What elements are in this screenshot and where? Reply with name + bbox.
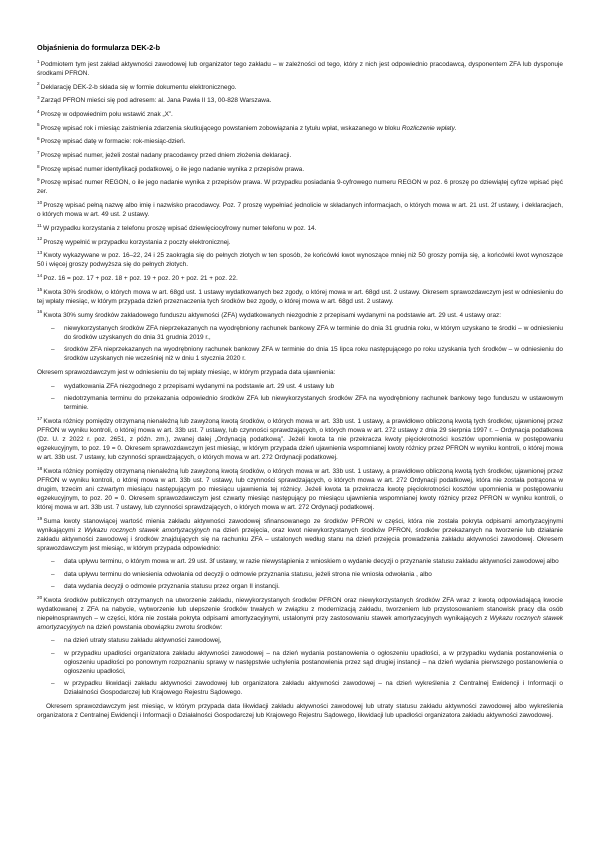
footnote-20 [37,596,563,632]
footnote-marker: 17 [37,415,43,421]
footnote-text: Kwota środków publicznych otrzymanych na utworzenie zakładu, niewykorzystanych środków PFRON oraz niewykorzystanych środków ZFA wraz z kwotą odpowiadającą kwocie wydatkowanej z ZFA na nabycie, wytworzenie lub ulepszenie środków trwałych w związku z modernizacją zakładu, tworzeniem lub przystosowaniem stanowisk pracy dla osób niepełnosprawnych – w części, która nie została pokryta odpisami amortyzacyjnymi, ustalonymi przy zastosowaniu stawek amortyzacyjnych wynikających z [37,596,563,622]
footnote-text: Proszę wpisać datę w formacie: rok-miesiąc-dzień. [40,138,186,146]
list-item-text: w przypadku upadłości organizatora zakładu aktywności zawodowej – na dzień wydania postanowienia o ogłoszeniu upadłości, a w przypadku wydania postanowienia o ogłoszeniu upadłości po ponownym rozpoznaniu sprawy w następstwie uchylenia postanowienia przez sąd drugiej instancji – na dzień wydania pierwszego postanowienia o ogłoszeniu upadłości, [64,649,563,675]
footnote-text-tail: na dzień przejęcia, oraz kwot niewykorzystanych środków PFRON, środków przekazanych na tworzenie lub działanie zakładu aktywności zawodowej i środków znajdujących się na rachunku ZFA – ustalonych według stanu na dzień przejęcia prowadzenia zakładu aktywności zawodowej. Okresem sprawozdawczym jest miesiąc, w którym przypada odpowiednio: [37,526,564,553]
footnote-text-tail: . [454,124,457,132]
footnote-text: Proszę wpisać numer REGON, o ile jego nadanie wynika z przepisów prawa. W przypadku posiadania 9-cyfrowego numeru REGON w poz. 6 proszę po dziewiątej cyfrze wpisać pięć zer. [37,179,563,196]
list-item-text: w przypadku likwidacji zakładu aktywności zawodowej lub organizatora zakładu aktywności zawodowej – na dzień wykreślenia z Centralnej Ewidencji i Informacji o Działalności Gospodarczej lub Krajowego Rejestru Sądowego. [64,679,563,697]
footnote-marker: 18 [37,465,43,471]
footnote-1 [37,60,563,78]
footnote-15 [37,288,563,306]
footnote-12 [37,238,563,247]
list-item [37,345,563,363]
footnote-text: Proszę wpisać numer, jeżeli został nadany pracodawcy przed dniem złożenia deklaracji. [40,151,292,159]
footnote-16 [37,311,563,320]
footnote-text-tail: na dzień powstania obowiązku zwrotu środków: [84,623,223,631]
dash-bullet-icon: – [51,679,55,687]
footnote-text: Deklarację DEK-2-b składa się w formie dokumentu elektronicznego. [40,83,237,91]
footnote-8 [37,165,563,174]
list-item [37,557,563,566]
footnote-marker: 5 [37,122,40,128]
list-item [37,382,563,391]
footnote-11 [37,224,563,233]
footnote-marker: 20 [37,594,43,600]
footnote-text: Proszę wpisać pełną nazwę albo imię i nazwisko pracodawcy. Poz. 7 proszę wypełniać jednolicie w składanych informacjach, o których mowa w art. 21 ust. 2f ustawy, i deklaracjach, o których mowa w art. 49 ust. 2 ustawy. [37,202,563,219]
footnote-marker: 8 [37,163,40,169]
footnote-3 [37,96,563,105]
list-item [37,582,563,591]
list-item [37,570,563,579]
footnote-text: W przypadku korzystania z telefonu proszę wpisać dziewięciocyfrowy numer telefonu w poz. 14. [43,224,317,232]
dash-bullet-icon: – [51,394,55,402]
footnote-marker: 1 [37,58,40,64]
footnote-20-bullet-list [37,636,563,697]
footnote-marker: 4 [37,108,40,114]
footnote-text: Kwota różnicy pomiędzy otrzymaną nienależną lub zawyżoną kwotą środków, o których mowa w art. 33b ust. 1 ustawy, a prawidłowo obliczoną kwotą tych środków, ujawnionej przez PFRON w wyniku kontroli, o której mowa w art. 33b ust. 7 ustawy, lub czynności sprawdzających, o których mowa w art. 272 ustawy z dnia 29 sierpnia 1997 r. – Ordynacja podatkowa (Dz. U. z 2022 r. poz. 2651, z późn. zm.), zwanej dalej „Ordynacją podatkową”. Jeżeli kwota ta nie przekracza kwoty pięciokrotności kosztów upomnienia w postępowaniu egzekucyjnym, to poz. 19 = 0. Okresem sprawozdawczym jest miesiąc, w którym przypada dzień ujawnienia wspomnianej kwoty różnicy przez PFRON w wyniku kontroli, o której mowa w art. 33b ust. 7 ustawy, lub czynności sprawdzających, o których mowa w art. 272 Ordynacji podatkowej. [37,417,563,462]
list-item [37,324,563,342]
footnote-marker: 19 [37,515,43,521]
footnote-text: Proszę wpisać rok i miesiąc zaistnienia zdarzenia skutkującego powstaniem zobowiązania z tytułu wpłat, wskazanego w bloku [40,124,402,132]
footnote-italic-term: Wykazu rocznych stawek amortyzacyjnych [84,526,210,534]
footnote-text: Proszę wypełnić w przypadku korzystania z poczty elektronicznej. [43,238,231,246]
footnote-marker: 9 [37,177,40,183]
footnote-10 [37,201,563,219]
footnote-text: Kwoty wykazywane w poz. 16–22, 24 i 25 zaokrągla się do pełnych złotych w ten sposób, że końcówki kwot wynoszące mniej niż 50 groszy pomija się, a końcówki kwot wynoszące 50 i więcej groszy podwyższa się do pełnych złotych. [37,252,563,269]
footnote-20-closing-paragraph: Okresem sprawozdawczym jest miesiąc, w którym przypada data likwidacji zakładu aktywności zawodowej lub utraty statusu zakładu aktywności zawodowej albo wykreślenia organizatora z Centralnej Ewidencji i Informacji o Działalności Gospodarczej lub Krajowego Rejestru Sądowego, likwidacji lub upadłości organizatora zakładu aktywności zawodowej. [37,702,563,719]
footnote-5 [37,124,563,133]
dash-bullet-icon: – [51,324,55,332]
list-item-text: niewykorzystanych środków ZFA nieprzekazanych na wyodrębniony rachunek bankowy ZFA w terminie do dnia 31 grudnia roku, w którym uzyskano te środki – w odniesieniu do środków uzyskanych do dnia 31 grudnia 2019 r., [64,324,563,341]
list-item [37,649,563,676]
footnote-text: Kwota 30% środków, o których mowa w art. 68gd ust. 1 ustawy wydatkowanych bez zgody, o której mowa w art. 68gd ust. 2 ustawy. Okresem sprawozdawczym jest w odniesieniu do tej wpłaty miesiąc, w którym przypada dzień przeznaczenia tych środków bez zgody, o której mowa w art. 68gd ust. 2 ustawy. [37,288,563,305]
footnote-18 [37,467,563,512]
dash-bullet-icon: – [51,637,55,645]
footnote-2 [37,83,563,92]
dash-bullet-icon: – [51,346,55,354]
footnote-marker: 14 [37,272,43,278]
footnote-text: Kwota 30% sumy środków zakładowego funduszu aktywności (ZFA) wydatkowanych niezgodnie z przepisami wydanymi na podstawie art. 29 ust. 4 ustawy oraz: [43,311,502,319]
footnote-italic-term: Wykazu rocznych stawek amortyzacyjnych [37,614,564,631]
footnote-marker: 15 [37,286,43,292]
footnote-text: Proszę w odpowiednim polu wstawić znak „X”. [40,110,173,118]
footnote-marker: 10 [37,199,43,205]
footnote-9 [37,178,563,196]
footnote-6 [37,137,563,146]
footnote-text: Proszę wpisać numer identyfikacji podatkowej, o ile jego nadanie wynika z przepisów prawa. [40,165,305,173]
footnote-4 [37,110,563,119]
footnote-16-bullet-list [37,324,563,364]
footnote-text: Kwota różnicy pomiędzy otrzymaną nienależną lub zawyżoną kwotą środków, o których mowa w art. 33b ust. 1 ustawy, a prawidłowo obliczoną kwotą tych środków, ujawnionej przez PFRON w wyniku kontroli, o której mowa w art. 33b ust. 7 ustawy, lub czynności sprawdzających, o których mowa w art. 272 Ordynacji podatkowej, która nie została potrącona w drugim, trzecim ani czwartym miesiącu następującym po miesiącu ujawnienia tej różnicy. Jeżeli kwota ta przekracza kwotę pięciokrotności kosztów upomnienia w postępowaniu egzekucyjnym, to poz. 20 = 0. Okresem sprawozdawczym jest czwarty miesiąc następujący po miesiącu ujawnienia wspomnianej kwoty różnicy przez PFRON w wyniku kontroli, o której mowa w art. 33b ust. 7 ustawy, lub czynności sprawdzających, o których mowa w art. 272 Ordynacji podatkowej. [37,467,563,512]
footnote-text: Podmiotem tym jest zakład aktywności zawodowej lub organizator tego zakładu – w zależności od tego, który z nich jest odpowiednio pracodawcą, dysponentem ZFA lub dysponuje środkami PFRON. [37,60,563,77]
footnote-marker: 7 [37,149,40,155]
footnote-italic-term: Rozliczenie wpłaty [401,124,455,132]
footnote-14 [37,274,563,283]
footnote-marker: 6 [37,136,40,142]
page-title: Objaśnienia do formularza DEK-2-b [37,43,161,52]
list-item-text: data upływu terminu, o którym mowa w art. 29 ust. 3f ustawy, w razie niewystąpienia z wnioskiem o wydanie decyzji o przyznanie statusu zakładu aktywności zawodowej albo [64,558,559,566]
footnote-13 [37,251,563,269]
dash-bullet-icon: – [51,382,55,390]
footnote-marker: 13 [37,250,43,256]
footnote-19 [37,517,563,553]
list-item [37,394,563,412]
footnote-text: Suma kwoty stanowiącej wartość mienia zakładu aktywności zawodowej sfinansowanego ze środków PFRON w części, która nie została pokryta odpisami amortyzacyjnymi wynikającymi z [37,517,563,534]
dash-bullet-icon: – [51,582,55,590]
list-item-text: data wydania decyzji o odmowie przyznania statusu przez organ II instancji. [64,582,280,590]
dash-bullet-icon: – [51,558,55,566]
footnote-text: Poz. 16 = poz. 17 + poz. 18 + poz. 19 + poz. 20 + poz. 21 + poz. 22. [43,275,238,283]
dash-bullet-icon: – [51,570,55,578]
footnote-marker: 2 [37,81,40,87]
footnote-marker: 16 [37,309,43,315]
list-item-text: środków ZFA nieprzekazanych na wyodrębniony rachunek bankowy ZFA w terminie do dnia 15 lipca roku następującego po roku uzyskania tych środków – w odniesieniu do środków uzyskanych nie wcześniej niż w dniu 1 stycznia 2020 r. [64,346,563,363]
footnote-marker: 11 [37,222,42,228]
footnote-marker: 12 [37,236,43,242]
dash-bullet-icon: – [51,649,55,657]
footnote-16-bullet-list-2 [37,382,563,412]
list-item [37,636,563,645]
list-item-text: data upływu terminu do wniesienia odwołania od decyzji o odmowie przyznania statusu, jeżeli strona nie wniosła odwołania , albo [64,570,432,578]
footnote-19-bullet-list [37,557,563,591]
footnote-17 [37,417,563,462]
footnote-marker: 3 [37,95,40,101]
list-item [37,679,563,697]
list-item-text: wydatkowania ZFA niezgodnego z przepisami wydanymi na podstawie art. 29 ust. 4 ustawy lub [64,382,335,390]
list-item-text: na dzień utraty statusu zakładu aktywności zawodowej, [64,637,222,645]
footnote-7 [37,151,563,160]
footnote-16-lead-in: Okresem sprawozdawczym jest w odniesieniu do tej wpłaty miesiąc, w którym przypada data ujawnienia: [37,368,336,376]
footnote-text: Zarząd PFRON mieści się pod adresem: al. Jana Pawła II 13, 00-828 Warszawa. [40,97,272,105]
list-item-text: niedotrzymania terminu do przekazania odpowiednio środków ZFA lub niewykorzystanych środków ZFA na wyodrębniony rachunek bankowy tego funduszu w ustawowym terminie. [64,394,563,412]
